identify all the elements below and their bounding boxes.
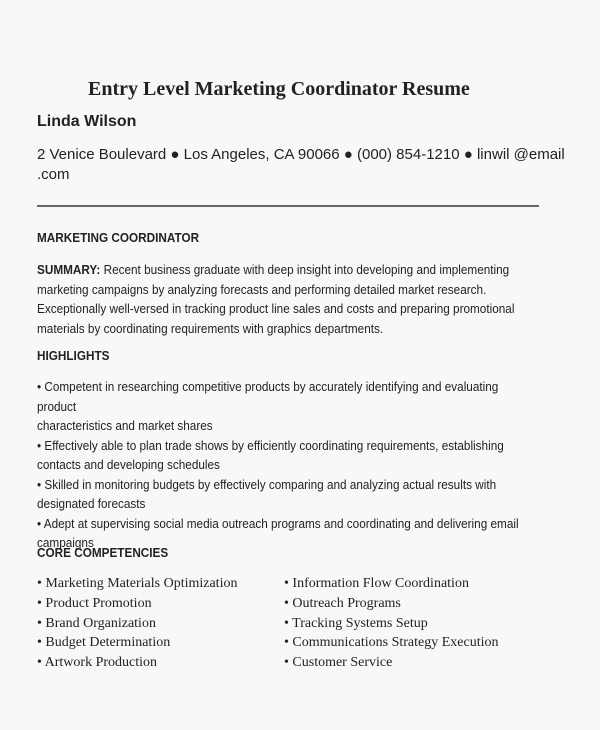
- list-item: • Marketing Materials Optimization: [37, 576, 238, 591]
- contact-info: [37, 145, 567, 185]
- list-item: • Product Promotion: [37, 595, 152, 611]
- list-item: • Brand Organization: [37, 615, 156, 631]
- list-item: • Information Flow Coordination: [284, 576, 469, 591]
- list-item: • Communications Strategy Execution: [284, 635, 499, 651]
- competencies-left-column: [37, 574, 237, 673]
- list-item: • Skilled in monitoring budgets by effectively comparing and analyzing actual results with: [37, 477, 497, 492]
- header-divider: [37, 205, 539, 207]
- list-item: • Customer Service: [284, 655, 393, 671]
- list-item: • Tracking Systems Setup: [284, 615, 428, 631]
- list-item: • Budget Determination: [37, 635, 171, 651]
- summary-label: SUMMARY:: [37, 263, 101, 277]
- contact-line: 2 Venice Boulevard ● Los Angeles, CA 90066 ● (000) 854-1210 ● linwil @email: [37, 146, 565, 163]
- list-item: • Adept at supervising social media outreach programs and coordinating and delivering email: [37, 516, 519, 531]
- document-title: Entry Level Marketing Coordinator Resume: [88, 78, 470, 100]
- highlights-heading: HIGHLIGHTS: [37, 349, 110, 363]
- candidate-name: Linda Wilson: [37, 113, 137, 130]
- contact-line: .com: [37, 166, 70, 183]
- list-item: • Effectively able to plan trade shows by efficiently coordinating requirements, establishing: [37, 438, 504, 453]
- competencies-heading: CORE COMPETENCIES: [37, 546, 169, 560]
- summary-text: materials by coordinating requirements with graphics departments.: [37, 321, 384, 336]
- summary-text: Recent business graduate with deep insight into developing and implementing: [100, 263, 510, 277]
- list-item: • Outreach Programs: [284, 595, 401, 611]
- list-item: characteristics and market shares: [37, 419, 213, 433]
- list-item: designated forecasts: [37, 497, 146, 511]
- summary-paragraph: [37, 261, 535, 339]
- competencies-right-column: [284, 574, 498, 673]
- list-item: contacts and developing schedules: [37, 458, 220, 472]
- list-item: • Artwork Production: [37, 655, 158, 671]
- summary-text: Exceptionally well-versed in tracking product line sales and costs and preparing promotional: [37, 302, 515, 316]
- list-item: campaigns: [37, 536, 94, 550]
- highlights-list: [37, 378, 535, 554]
- list-item: • Competent in researching competitive products by accurately identifying and evaluating product: [37, 380, 499, 414]
- role-heading: MARKETING COORDINATOR: [37, 231, 200, 245]
- summary-text: marketing campaigns by analyzing forecasts and performing detailed market research.: [37, 282, 487, 297]
